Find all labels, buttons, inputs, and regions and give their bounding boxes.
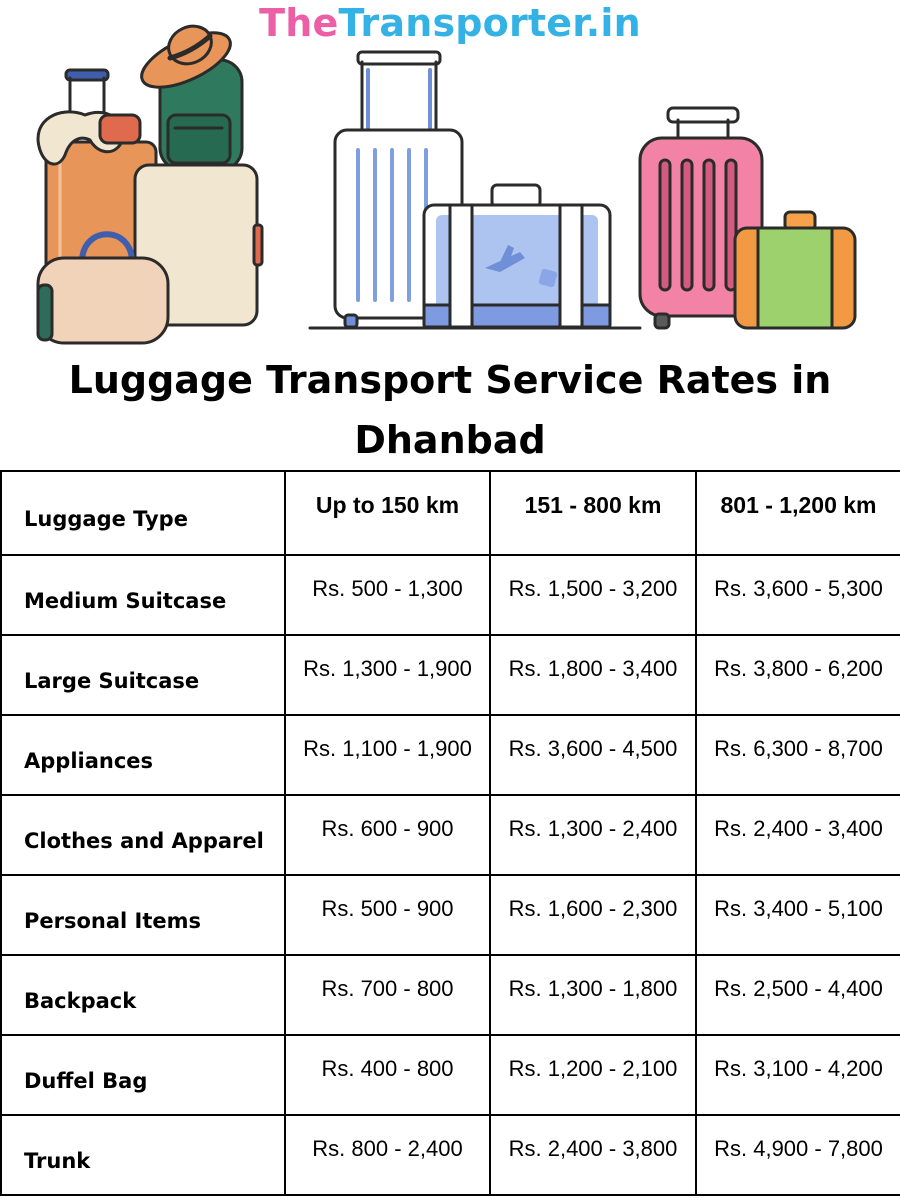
header-801-1200: 801 - 1,200 km: [696, 471, 900, 555]
table-row: [1, 635, 900, 715]
rate-cell: Rs. 1,200 - 2,100: [490, 1035, 696, 1115]
header-151-800: 151 - 800 km: [490, 471, 696, 555]
rate-cell: Rs. 2,500 - 4,400: [696, 955, 900, 1035]
table-row: [1, 1035, 900, 1115]
rate-cell: Rs. 1,100 - 1,900: [285, 715, 490, 795]
rate-cell: Rs. 1,500 - 3,200: [490, 555, 696, 635]
row-luggage-type: Backpack: [1, 955, 285, 1035]
table-row: [1, 1115, 900, 1195]
header-luggage-type: Luggage Type: [1, 471, 285, 555]
rate-cell: Rs. 2,400 - 3,800: [490, 1115, 696, 1195]
rate-cell: Rs. 6,300 - 8,700: [696, 715, 900, 795]
row-luggage-type: Personal Items: [1, 875, 285, 955]
rate-cell: Rs. 2,400 - 3,400: [696, 795, 900, 875]
rate-cell: Rs. 3,800 - 6,200: [696, 635, 900, 715]
table-header-row: [1, 471, 900, 555]
rate-cell: Rs. 400 - 800: [285, 1035, 490, 1115]
rate-cell: Rs. 800 - 2,400: [285, 1115, 490, 1195]
rate-cell: Rs. 1,800 - 3,400: [490, 635, 696, 715]
row-luggage-type: Trunk: [1, 1115, 285, 1195]
brand-logo: [0, 0, 900, 46]
rate-cell: Rs. 500 - 900: [285, 875, 490, 955]
rate-cell: Rs. 600 - 900: [285, 795, 490, 875]
row-luggage-type: Clothes and Apparel: [1, 795, 285, 875]
rate-cell: Rs. 3,100 - 4,200: [696, 1035, 900, 1115]
rate-cell: Rs. 4,900 - 7,800: [696, 1115, 900, 1195]
rate-cell: Rs. 1,300 - 1,800: [490, 955, 696, 1035]
rate-cell: Rs. 3,600 - 5,300: [696, 555, 900, 635]
table-row: [1, 555, 900, 635]
luggage-illustration: [0, 0, 900, 350]
row-luggage-type: Duffel Bag: [1, 1035, 285, 1115]
rate-cell: Rs. 1,300 - 2,400: [490, 795, 696, 875]
rate-cell: Rs. 500 - 1,300: [285, 555, 490, 635]
row-luggage-type: Large Suitcase: [1, 635, 285, 715]
rates-table: [0, 470, 900, 1196]
rate-cell: Rs. 3,600 - 4,500: [490, 715, 696, 795]
row-luggage-type: Appliances: [1, 715, 285, 795]
table-row: [1, 795, 900, 875]
rate-cell: Rs. 1,600 - 2,300: [490, 875, 696, 955]
table-row: [1, 875, 900, 955]
rate-cell: Rs. 3,400 - 5,100: [696, 875, 900, 955]
rate-cell: Rs. 1,300 - 1,900: [285, 635, 490, 715]
brand-part-1: The: [259, 1, 339, 45]
rate-cell: Rs. 700 - 800: [285, 955, 490, 1035]
table-row: [1, 715, 900, 795]
page-title: Luggage Transport Service Rates in Dhanbad: [68, 358, 832, 462]
brand-part-2: Transporter.in: [338, 1, 641, 45]
table-row: [1, 955, 900, 1035]
header-up-to-150: Up to 150 km: [285, 471, 490, 555]
row-luggage-type: Medium Suitcase: [1, 555, 285, 635]
